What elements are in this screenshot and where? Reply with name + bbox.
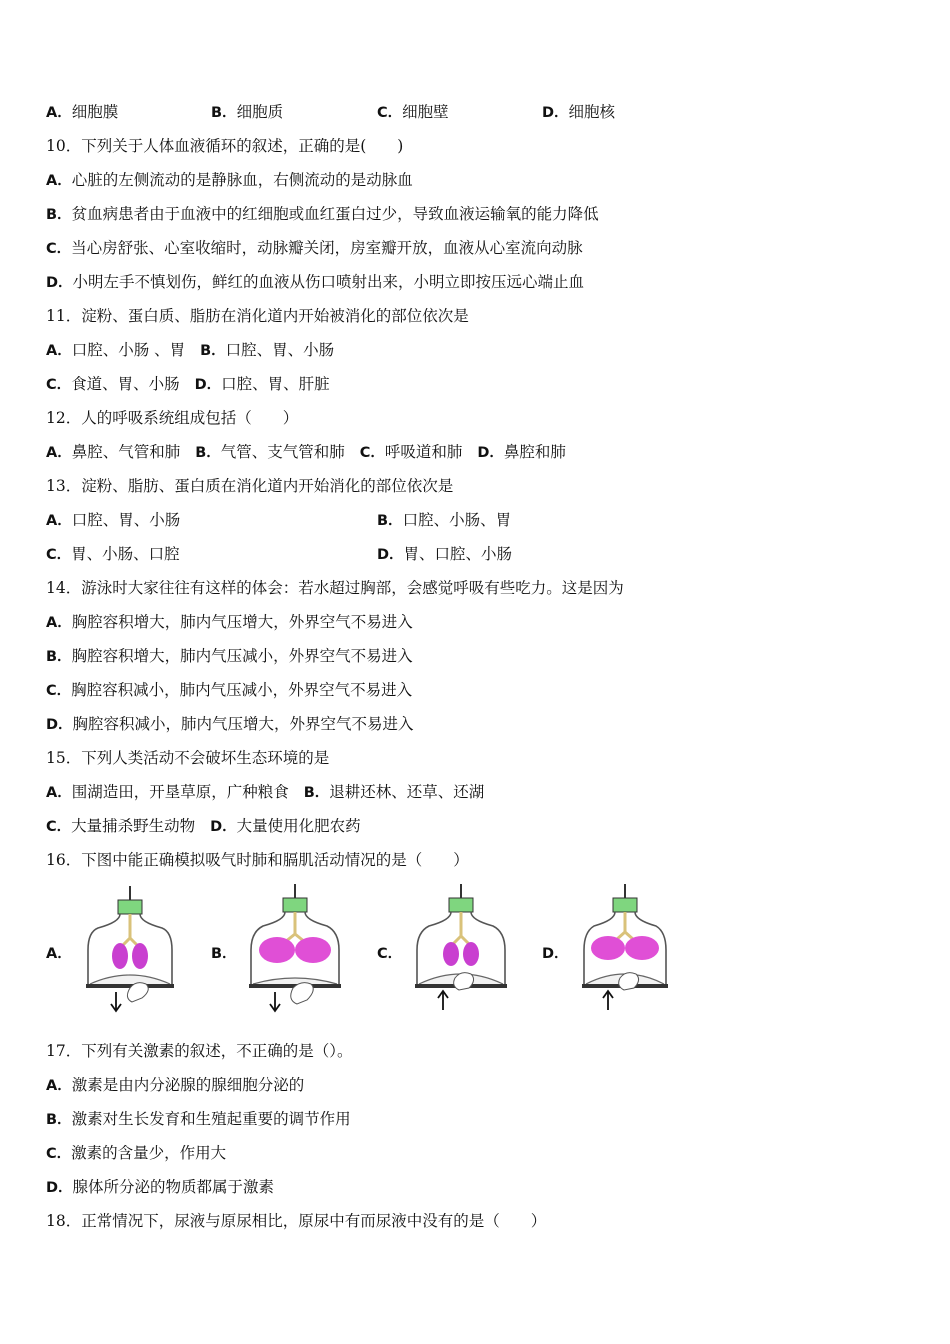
bell-jar-figure-b[interactable]	[245, 880, 345, 1015]
option-text: 胸腔容积减小，肺内气压减小，外界空气不易进入	[71, 681, 413, 699]
q14-option-c[interactable]	[46, 680, 412, 701]
q12-option-d[interactable]	[477, 443, 566, 461]
option-text: 大量捕杀野生动物	[71, 817, 196, 835]
q16-stem: 16．下图中能正确模拟吸气时肺和膈肌活动情况的是（ ）	[46, 851, 469, 869]
option-label: A．	[46, 615, 72, 631]
option-label: A．	[46, 445, 72, 461]
option-label: B．	[195, 445, 221, 461]
option-text: 鼻腔、气管和肺	[71, 443, 181, 461]
q16-figure-label-b[interactable]: B．	[211, 946, 237, 962]
option-label: C．	[46, 377, 72, 393]
q13-option-d[interactable]	[377, 544, 512, 565]
option-text: 细胞质	[236, 103, 284, 121]
option-text: 小明左手不慎划伤，鲜红的血液从伤口喷射出来，小明立即按压远心端止血	[72, 273, 585, 291]
option-text: 鼻腔和肺	[503, 443, 566, 461]
q16-figure-label-c[interactable]: C．	[377, 946, 403, 962]
option-label: A．	[46, 513, 72, 529]
q15-option-b[interactable]	[304, 783, 485, 801]
q10-stem: 10．下列关于人体血液循环的叙述，正确的是( )	[46, 137, 404, 155]
option-text: 腺体所分泌的物质都属于激素	[72, 1178, 275, 1196]
option-text: 大量使用化肥农药	[236, 817, 361, 835]
option-text: 口腔、胃、肝脏	[221, 375, 330, 393]
q11-option-c[interactable]	[46, 375, 180, 393]
q10-option-d[interactable]	[46, 272, 584, 293]
option-text: 激素对生长发育和生殖起重要的调节作用	[71, 1110, 351, 1128]
q11-options-row-1	[46, 340, 334, 361]
option-label: D．	[194, 377, 222, 393]
option-label: D．	[46, 1180, 73, 1196]
q12-options-row	[46, 442, 566, 463]
option-text: 退耕还林、还草、还湖	[329, 783, 485, 801]
option-text: 气管、支气管和肺	[220, 443, 345, 461]
option-text: 胸腔容积增大，肺内气压减小，外界空气不易进入	[71, 647, 413, 665]
q15-options-row-1	[46, 782, 484, 803]
option-text: 口腔、胃、小肠	[225, 341, 335, 359]
option-label: A．	[46, 1078, 72, 1094]
q13-stem: 13．淀粉、脂肪、蛋白质在消化道内开始消化的部位依次是	[46, 477, 454, 495]
q11-option-b[interactable]	[200, 341, 334, 359]
q10-option-c[interactable]	[46, 238, 583, 259]
option-text: 胸腔容积增大，肺内气压增大，外界空气不易进入	[71, 613, 413, 631]
option-label: C．	[359, 445, 385, 461]
option-text: 激素是由内分泌腺的腺细胞分泌的	[71, 1076, 305, 1094]
option-label: B．	[200, 343, 226, 359]
option-label: C．	[46, 547, 72, 563]
option-label: D．	[210, 819, 237, 835]
option-label: A．	[46, 173, 72, 189]
option-label: D．	[46, 717, 73, 733]
q12-stem: 12．人的呼吸系统组成包括（ ）	[46, 409, 299, 427]
option-label: A．	[46, 785, 72, 801]
q9-option-d[interactable]	[542, 102, 615, 123]
option-text: 胸腔容积减小，肺内气压增大，外界空气不易进入	[72, 715, 414, 733]
option-label: B．	[303, 785, 330, 801]
bell-jar-figure-a[interactable]	[80, 880, 180, 1015]
option-text: 胃、小肠、口腔	[71, 545, 180, 563]
option-text: 围湖造田，开垦草原，广种粮食	[71, 783, 289, 801]
q12-option-a[interactable]	[46, 443, 180, 461]
option-label: A．	[46, 343, 72, 359]
q15-option-a[interactable]	[46, 783, 289, 801]
option-label: B．	[46, 649, 72, 665]
option-label: B．	[46, 1112, 72, 1128]
q11-stem: 11．淀粉、蛋白质、脂肪在消化道内开始被消化的部位依次是	[46, 307, 469, 325]
q17-option-b[interactable]	[46, 1109, 351, 1130]
option-label: C．	[46, 241, 72, 257]
q11-option-a[interactable]	[46, 341, 185, 359]
q18-stem: 18．正常情况下，尿液与原尿相比，原尿中有而尿液中没有的是（ ）	[46, 1212, 547, 1230]
q9-option-c[interactable]	[377, 102, 449, 123]
option-label: B．	[211, 105, 237, 121]
option-label: C．	[46, 683, 72, 699]
q16-figure-label-a[interactable]: A．	[46, 946, 72, 962]
q10-option-b[interactable]	[46, 204, 599, 225]
option-text: 口腔、小肠、胃	[402, 511, 512, 529]
q15-stem: 15．下列人类活动不会破坏生态环境的是	[46, 749, 330, 767]
q17-option-c[interactable]	[46, 1143, 226, 1164]
q12-option-b[interactable]	[195, 443, 345, 461]
option-text: 激素的含量少，作用大	[71, 1144, 227, 1162]
option-text: 胃、口腔、小肠	[403, 545, 513, 563]
q15-option-c[interactable]	[46, 817, 195, 835]
q9-option-b[interactable]	[211, 102, 283, 123]
option-text: 呼吸道和肺	[384, 443, 463, 461]
q9-option-a[interactable]	[46, 102, 118, 123]
option-label: D．	[46, 275, 73, 291]
option-text: 细胞壁	[402, 103, 449, 121]
option-label: D．	[542, 105, 569, 121]
option-label: D．	[477, 445, 504, 461]
q13-option-c[interactable]	[46, 544, 180, 565]
option-text: 细胞膜	[71, 103, 119, 121]
option-text: 细胞核	[568, 103, 616, 121]
option-label: C．	[46, 819, 72, 835]
q15-option-d[interactable]	[210, 817, 361, 835]
q17-option-a[interactable]	[46, 1075, 304, 1096]
q13-option-a[interactable]	[46, 510, 180, 531]
q14-option-b[interactable]	[46, 646, 413, 667]
option-text: 贫血病患者由于血液中的红细胞或血红蛋白过少，导致血液运输氧的能力降低	[71, 205, 599, 223]
q16-figure-label-d[interactable]: D．	[542, 946, 569, 962]
option-text: 口腔、小肠 、胃	[71, 341, 186, 359]
option-text: 心脏的左侧流动的是静脉血，右侧流动的是动脉血	[71, 171, 413, 189]
option-label: D．	[377, 547, 404, 563]
q15-options-row-2	[46, 816, 361, 837]
q11-options-row-2	[46, 374, 330, 395]
q17-stem: 17．下列有关激素的叙述，不正确的是（）。	[46, 1042, 353, 1060]
option-text: 当心房舒张、心室收缩时，动脉瓣关闭，房室瓣开放，血液从心室流向动脉	[71, 239, 583, 257]
option-label: B．	[377, 513, 403, 529]
q14-option-d[interactable]	[46, 714, 414, 735]
q10-option-a[interactable]	[46, 170, 413, 191]
option-label: C．	[46, 1146, 72, 1162]
option-label: B．	[46, 207, 72, 223]
q12-option-c[interactable]	[360, 443, 463, 461]
q17-option-d[interactable]	[46, 1177, 274, 1198]
option-label: C．	[377, 105, 403, 121]
q13-option-b[interactable]	[377, 510, 511, 531]
bell-jar-figure-d[interactable]	[580, 880, 680, 1015]
q11-option-d[interactable]	[195, 375, 330, 393]
option-text: 食道、胃、小肠	[71, 375, 180, 393]
q14-option-a[interactable]	[46, 612, 413, 633]
q14-stem: 14．游泳时大家往往有这样的体会：若水超过胸部，会感觉呼吸有些吃力。这是因为	[46, 579, 624, 597]
option-text: 口腔、胃、小肠	[71, 511, 181, 529]
bell-jar-figure-c[interactable]	[411, 880, 511, 1015]
option-label: A．	[46, 105, 72, 121]
